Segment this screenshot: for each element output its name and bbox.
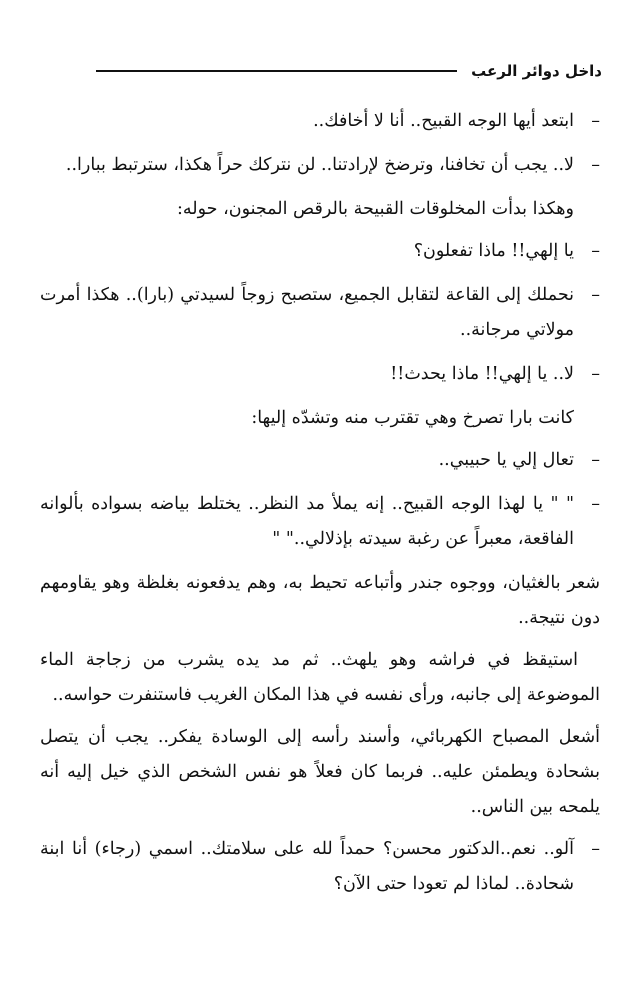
- dialogue-dash: –: [591, 111, 600, 131]
- dialogue-line: [40, 278, 600, 348]
- running-header: [96, 56, 602, 86]
- dialogue-line: [40, 234, 600, 269]
- narration-paragraph: كانت بارا تصرخ وهي تقترب منه وتشدّه إليها:: [251, 408, 574, 428]
- dialogue-dash: –: [591, 839, 600, 859]
- running-header-title: داخل دوائر الرعب: [471, 62, 602, 80]
- dialogue-text: لا.. يا إلهي!! ماذا يحدث!!: [390, 364, 574, 384]
- dialogue-text: يا إلهي!! ماذا تفعلون؟: [413, 241, 574, 261]
- dialogue-line: [40, 443, 600, 478]
- dialogue-dash: –: [591, 155, 600, 175]
- dialogue-line: [40, 148, 600, 183]
- dialogue-line: [40, 832, 600, 902]
- narration-paragraph: أشعل المصباح الكهربائي، وأسند رأسه إلى الوسادة يفكر.. يجب أن يتصل بشحادة ويطمئن عليه.. فربما كان فعلاً هو نفس الشخص الذي خيل إليه أنه يلمحه بين الناس..: [40, 727, 600, 817]
- narration-paragraph: شعر بالغثيان، ووجوه جندر وأتباعه تحيط به، وهم يدفعونه بغلظة وهو يقاومهم دون نتيجة..: [40, 573, 600, 628]
- dialogue-line: [40, 357, 600, 392]
- dialogue-dash: –: [591, 285, 600, 305]
- dialogue-text: ابتعد أيها الوجه القبيح.. أنا لا أخافك..: [313, 111, 574, 131]
- narration-paragraph: وهكذا بدأت المخلوقات القبيحة بالرقص المجنون، حوله:: [177, 199, 574, 219]
- dialogue-line: [40, 104, 600, 139]
- dialogue-text: آلو.. نعم..الدكتور محسن؟ حمداً لله على سلامتك.. اسمي (رجاء) أنا ابنة شحادة.. لماذا لم تعودا حتى الآن؟: [40, 839, 574, 894]
- dialogue-dash: –: [591, 364, 600, 384]
- dialogue-text: نحملك إلى القاعة لتقابل الجميع، ستصبح زوجاً لسيدتي (بارا).. هكذا أمرت مولاتي مرجانة..: [40, 285, 574, 340]
- dialogue-dash: –: [591, 241, 600, 261]
- dialogue-dash: –: [591, 494, 600, 514]
- dialogue-text: لا.. يجب أن تخافنا، وترضخ لإرادتنا.. لن نتركك حراً هكذا، سترتبط ببارا..: [65, 155, 574, 175]
- narration-paragraph: استيقظ في فراشه وهو يلهث.. ثم مد يده يشرب من زجاجة الماء الموضوعة إلى جانبه، ورأى نفسه في هذا المكان الغريب فاستنفرت حواسه..: [40, 650, 600, 705]
- dialogue-text: " " يا لهذا الوجه القبيح.. إنه يملأ مد النظر.. يختلط بياضه بسواده بألوانه الفاقعة، معبراً عن رغبة سيدته بإذلالي.." ": [40, 494, 574, 549]
- dialogue-dash: –: [591, 450, 600, 470]
- header-rule: [96, 70, 457, 72]
- dialogue-line: [40, 487, 600, 557]
- page-body: [40, 104, 600, 911]
- dialogue-text: تعال إلي يا حبيبي..: [438, 450, 574, 470]
